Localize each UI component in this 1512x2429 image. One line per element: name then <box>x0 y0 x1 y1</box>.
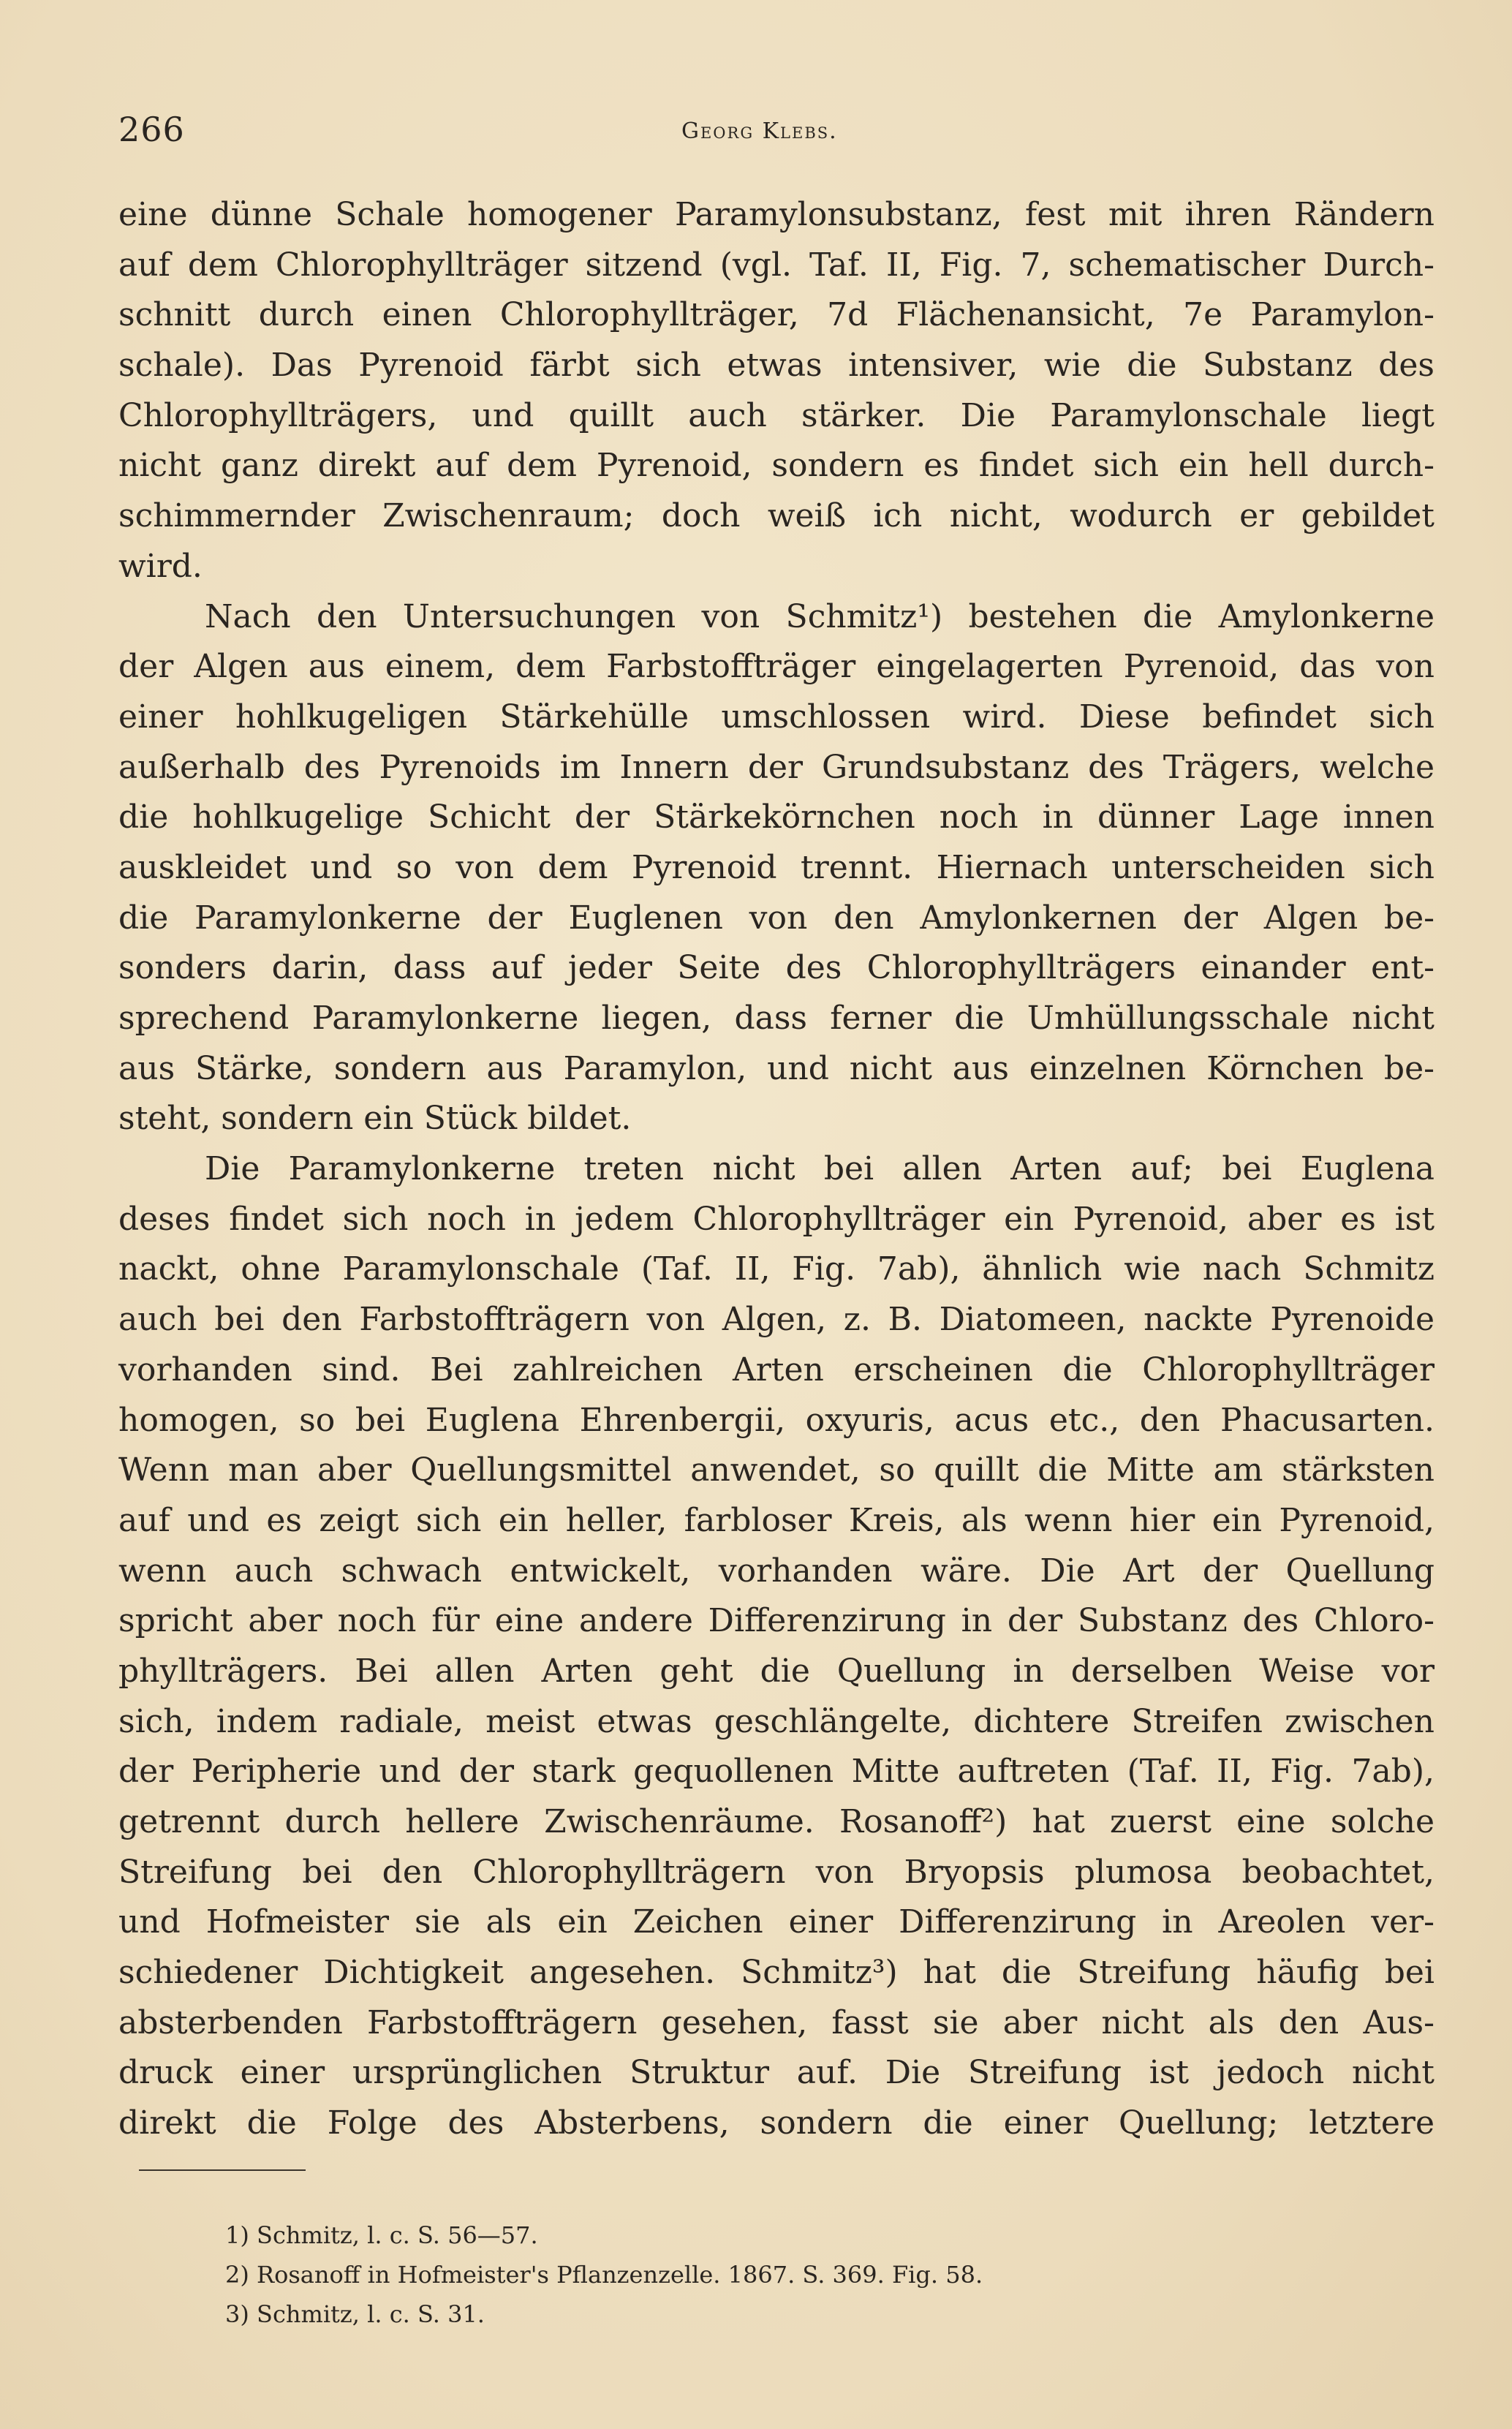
text-line: auf und es zeigt sich ein heller, farbloser Kreis, als wenn hier ein Pyrenoid, <box>118 1501 1434 1539</box>
footnote: 2) Rosanoff in Hofmeister's Pflanzenzelle. 1867. S. 369. Fig. 58. <box>225 2261 983 2289</box>
text-line: und Hofmeister sie als ein Zeichen einer Differenzirung in Areolen ver- <box>118 1903 1434 1941</box>
text-line: einer hohlkugeligen Stärkehülle umschlossen wird. Diese befindet sich <box>118 698 1434 736</box>
text-line: sonders darin, dass auf jeder Seite des Chlorophyllträgers einander ent- <box>118 949 1434 987</box>
text-line: homogen, so bei Euglena Ehrenbergii, oxyuris, acus etc., den Phacusarten. <box>118 1401 1434 1439</box>
text-line: Chlorophyllträgers, und quillt auch stärker. Die Paramylonschale liegt <box>118 396 1434 434</box>
text-line: getrennt durch hellere Zwischenräume. Rosanoff²) hat zuerst eine solche <box>118 1803 1434 1840</box>
text-line: vorhanden sind. Bei zahlreichen Arten erscheinen die Chlorophyllträger <box>118 1351 1434 1389</box>
text-line: sprechend Paramylonkerne liegen, dass ferner die Umhüllungsschale nicht <box>118 1000 1434 1037</box>
text-line: sich, indem radiale, meist etwas geschlängelte, dichtere Streifen zwischen <box>118 1702 1434 1740</box>
footnote: 3) Schmitz, l. c. S. 31. <box>225 2300 485 2328</box>
text-line: schiedener Dichtigkeit angesehen. Schmitz³) hat die Streifung häufig bei <box>118 1954 1434 1992</box>
footnote-divider <box>139 2169 306 2171</box>
text-line: direkt die Folge des Absterbens, sondern die einer Quellung; letztere <box>118 2104 1434 2142</box>
text-line: Nach den Untersuchungen von Schmitz¹) bestehen die Amylonkerne <box>205 597 1434 635</box>
text-line: außerhalb des Pyrenoids im Innern der Grundsubstanz des Trägers, welche <box>118 748 1434 786</box>
text-line: deses findet sich noch in jedem Chlorophyllträger ein Pyrenoid, aber es ist <box>118 1200 1434 1238</box>
body-text <box>118 190 1434 2149</box>
footnotes <box>225 2215 1322 2334</box>
text-line: eine dünne Schale homogener Paramylonsubstanz, fest mit ihren Rändern <box>118 196 1434 233</box>
text-line: auskleidet und so von dem Pyrenoid trennt. Hiernach unterscheiden sich <box>118 848 1434 886</box>
text-line: schale). Das Pyrenoid färbt sich etwas intensiver, wie die Substanz des <box>118 347 1434 385</box>
text-line: nackt, ohne Paramylonschale (Taf. II, Fig. 7ab), ähnlich wie nach Schmitz <box>118 1250 1434 1288</box>
page-header <box>118 110 1434 154</box>
text-line: wird. <box>118 547 203 585</box>
text-line: der Algen aus einem, dem Farbstoffträger eingelagerten Pyrenoid, das von <box>118 648 1434 686</box>
running-head: Georg Klebs. <box>681 118 838 144</box>
text-line: die hohlkugelige Schicht der Stärkekörnchen noch in dünner Lage innen <box>118 798 1434 836</box>
text-line: spricht aber noch für eine andere Differenzirung in der Substanz des Chloro- <box>118 1602 1434 1640</box>
text-line: steht, sondern ein Stück bildet. <box>118 1100 632 1138</box>
text-line: aus Stärke, sondern aus Paramylon, und nicht aus einzelnen Körnchen be- <box>118 1049 1434 1087</box>
text-line: der Peripherie und der stark gequollenen Mitte auftreten (Taf. II, Fig. 7ab), <box>118 1753 1434 1791</box>
text-line: Die Paramylonkerne treten nicht bei allen Arten auf; bei Euglena <box>205 1150 1434 1188</box>
text-line: wenn auch schwach entwickelt, vorhanden wäre. Die Art der Quellung <box>118 1552 1434 1590</box>
text-line: phyllträgers. Bei allen Arten geht die Quellung in derselben Weise vor <box>118 1652 1434 1690</box>
text-line: auf dem Chlorophyllträger sitzend (vgl. Taf. II, Fig. 7, schematischer Durch- <box>118 246 1434 284</box>
text-line: nicht ganz direkt auf dem Pyrenoid, sondern es findet sich ein hell durch- <box>118 447 1434 485</box>
text-line: druck einer ursprünglichen Struktur auf. Die Streifung ist jedoch nicht <box>118 2054 1434 2092</box>
text-line: schimmernder Zwischenraum; doch weiß ich nicht, wodurch er gebildet <box>118 497 1434 535</box>
text-line: schnitt durch einen Chlorophyllträger, 7d Flächenansicht, 7e Paramylon- <box>118 296 1434 334</box>
footnote: 1) Schmitz, l. c. S. 56—57. <box>225 2221 538 2249</box>
text-line: Streifung bei den Chlorophyllträgern von Bryopsis plumosa beobachtet, <box>118 1853 1434 1891</box>
text-line: auch bei den Farbstoffträgern von Algen, z. B. Diatomeen, nackte Pyrenoide <box>118 1301 1434 1339</box>
page-number: 266 <box>118 110 185 149</box>
text-line: Wenn man aber Quellungsmittel anwendet, so quillt die Mitte am stärksten <box>118 1451 1434 1489</box>
text-line: absterbenden Farbstoffträgern gesehen, fasst sie aber nicht als den Aus- <box>118 2003 1434 2041</box>
text-line: die Paramylonkerne der Euglenen von den Amylonkernen der Algen be- <box>118 899 1434 937</box>
